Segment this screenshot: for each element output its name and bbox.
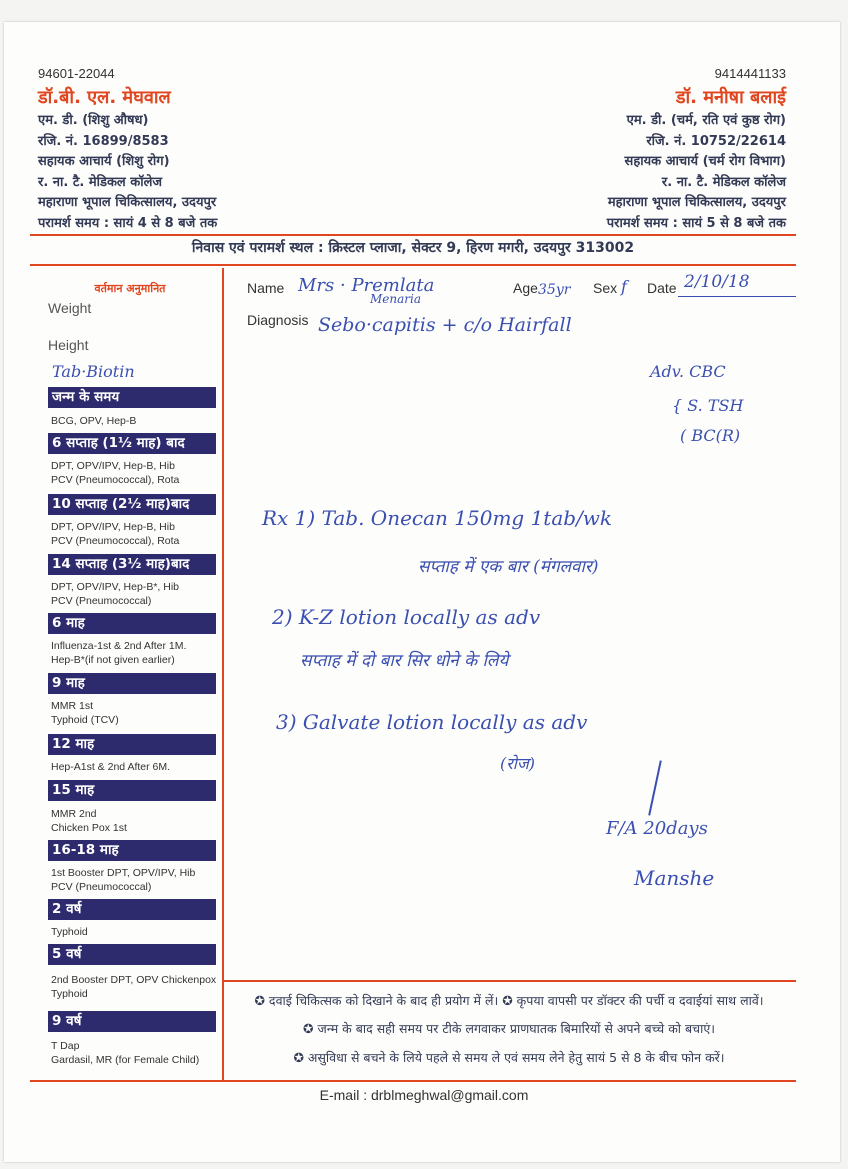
name-label: Name (247, 280, 285, 296)
sex-label: Sex (593, 280, 618, 296)
vaccine-list: BCG, OPV, Hep-B (51, 415, 137, 427)
rx-line-3-instruction: (रोज) (500, 754, 536, 773)
vaccine-list: Typhoid (51, 926, 88, 938)
footer-rule (30, 1080, 796, 1082)
advice-cbc: Adv. CBC (650, 362, 726, 381)
date-underline (678, 296, 796, 297)
vaccine-title-10wk: 10 सप्ताह (2½ माह)बाद (48, 494, 216, 515)
doctor-signature: Manshe (634, 866, 715, 890)
vaccine-title-6wk: 6 सप्ताह (1½ माह) बाद (48, 433, 216, 454)
rx-line-1-instruction: सप्ताह में एक बार (मंगलवार) (418, 557, 599, 577)
notes-rule (222, 980, 796, 982)
vaccine-title-15m: 15 माह (48, 780, 216, 801)
left-doctor-name: डॉ.बी. एल. मेघवाल (38, 87, 171, 108)
note-2: ✪ जन्म के बाद सही समय पर टीके लगवाकर प्राणघातक बिमारियों से अपने बच्चे को बचाएं। (303, 1021, 715, 1036)
vaccine-list: DPT, OPV/IPV, Hep-B, Hib PCV (Pneumococcal), Rota (51, 460, 180, 486)
vaccine-list: DPT, OPV/IPV, Hep-B*, Hib PCV (Pneumococcal) (51, 581, 179, 607)
vaccine-title-birth: जन्म के समय (48, 387, 216, 408)
weight-height-header: वर्तमान अनुमानित (94, 282, 166, 295)
patient-sex: f (621, 277, 627, 296)
sidebar-divider (222, 268, 224, 1080)
header-rule-bottom (30, 264, 796, 266)
rx-line-2-instruction: सप्ताह में दो बार सिर धोने के लिये (300, 651, 509, 671)
doctor-email: E-mail : drblmeghwal@gmail.com (319, 1087, 529, 1103)
vaccine-title-5y: 5 वर्ष (48, 944, 216, 965)
patient-surname: Menaria (370, 292, 421, 306)
diagnosis-label: Diagnosis (247, 312, 309, 328)
patient-age: 35yr (538, 282, 571, 298)
height-label: Height (48, 337, 89, 353)
vaccine-list: DPT, OPV/IPV, Hep-B, Hib PCV (Pneumococcal), Rota (51, 521, 180, 547)
left-doctor-details: एम. डी. (शिशु औषध) रजि. नं. 16899/8583 सहायक आचार्य (शिशु रोग) र. ना. टै. मेडिकल कॉलेज महाराणा भूपाल चिकित्सालय, उदयपुर परामर्श समय : सायं 4 से 8 बजे तक (38, 113, 218, 231)
weight-label: Weight (48, 300, 92, 316)
left-doctor-phone: 94601-22044 (38, 66, 115, 81)
vaccine-list: 2nd Booster DPT, OPV Chickenpox Typhoid (51, 974, 217, 1000)
vaccine-title-16-18m: 16-18 माह (48, 840, 216, 861)
right-doctor-name: डॉ. मनीषा बलाई (675, 87, 786, 108)
follow-up: F/A 20days (606, 818, 708, 839)
age-label: Age (513, 280, 538, 296)
vaccine-title-6m: 6 माह (48, 613, 216, 634)
header-rule-top (30, 234, 796, 236)
note-3: ✪ असुविधा से बचने के लिये पहले से समय ले एवं समय लेने हेतु सायं 5 से 8 के बीच फोन करें। (293, 1050, 725, 1065)
vaccine-title-14wk: 14 सप्ताह (3½ माह)बाद (48, 554, 216, 575)
rx-line-3: 3) Galvate lotion locally as adv (276, 710, 588, 734)
right-doctor-details: एम. डी. (चर्म, रति एवं कुष्ठ रोग) रजि. नं. 10752/22614 सहायक आचार्य (चर्म रोग विभाग) र. ना. टै. मेडिकल कॉलेज महाराणा भूपाल चिकित्सालय, उदयपुर परामर्श समय : सायं 5 से 8 बजे तक (606, 113, 786, 231)
visit-date: 2/10/18 (684, 272, 750, 292)
advice-bc: ( BC(R) (680, 426, 741, 445)
vaccine-title-9m: 9 माह (48, 673, 216, 694)
vaccine-list: 1st Booster DPT, OPV/IPV, Hib PCV (Pneumococcal) (51, 867, 196, 893)
sidebar-handwritten-note: Tab·Biotin (52, 362, 135, 381)
date-label: Date (647, 280, 677, 296)
vaccine-list: Hep-A1st & 2nd After 6M. (51, 761, 171, 773)
vaccine-list: MMR 1st Typhoid (TCV) (51, 700, 119, 726)
vaccine-title-9y: 9 वर्ष (48, 1011, 216, 1032)
note-1: ✪ दवाई चिकित्सक को दिखाने के बाद ही प्रयोग में लें। ✪ कृपया वापसी पर डॉक्टर की पर्ची व दवाईयां साथ लावें। (254, 993, 764, 1008)
vaccine-list: T Dap Gardasil, MR (for Female Child) (51, 1040, 200, 1066)
vaccine-title-12m: 12 माह (48, 734, 216, 755)
vaccine-list: MMR 2nd Chicken Pox 1st (51, 808, 127, 834)
vaccine-title-2y: 2 वर्ष (48, 899, 216, 920)
right-doctor-phone: 9414441133 (714, 66, 786, 81)
rx-line-2: 2) K-Z lotion locally as adv (272, 605, 541, 629)
clinic-address: निवास एवं परामर्श स्थल : क्रिस्टल प्लाजा, सेक्टर 9, हिरण मगरी, उदयपुर 313002 (191, 240, 635, 256)
advice-tsh: { S. TSH (672, 396, 744, 415)
diagnosis-value: Sebo·capitis + c/o Hairfall (318, 314, 572, 336)
rx-line-1: Rx 1) Tab. Onecan 150mg 1tab/wk (262, 506, 613, 530)
patient-name: Mrs · Premlata (298, 275, 435, 296)
vaccine-list: Influenza-1st & 2nd After 1M. Hep-B*(if not given earlier) (51, 640, 187, 666)
